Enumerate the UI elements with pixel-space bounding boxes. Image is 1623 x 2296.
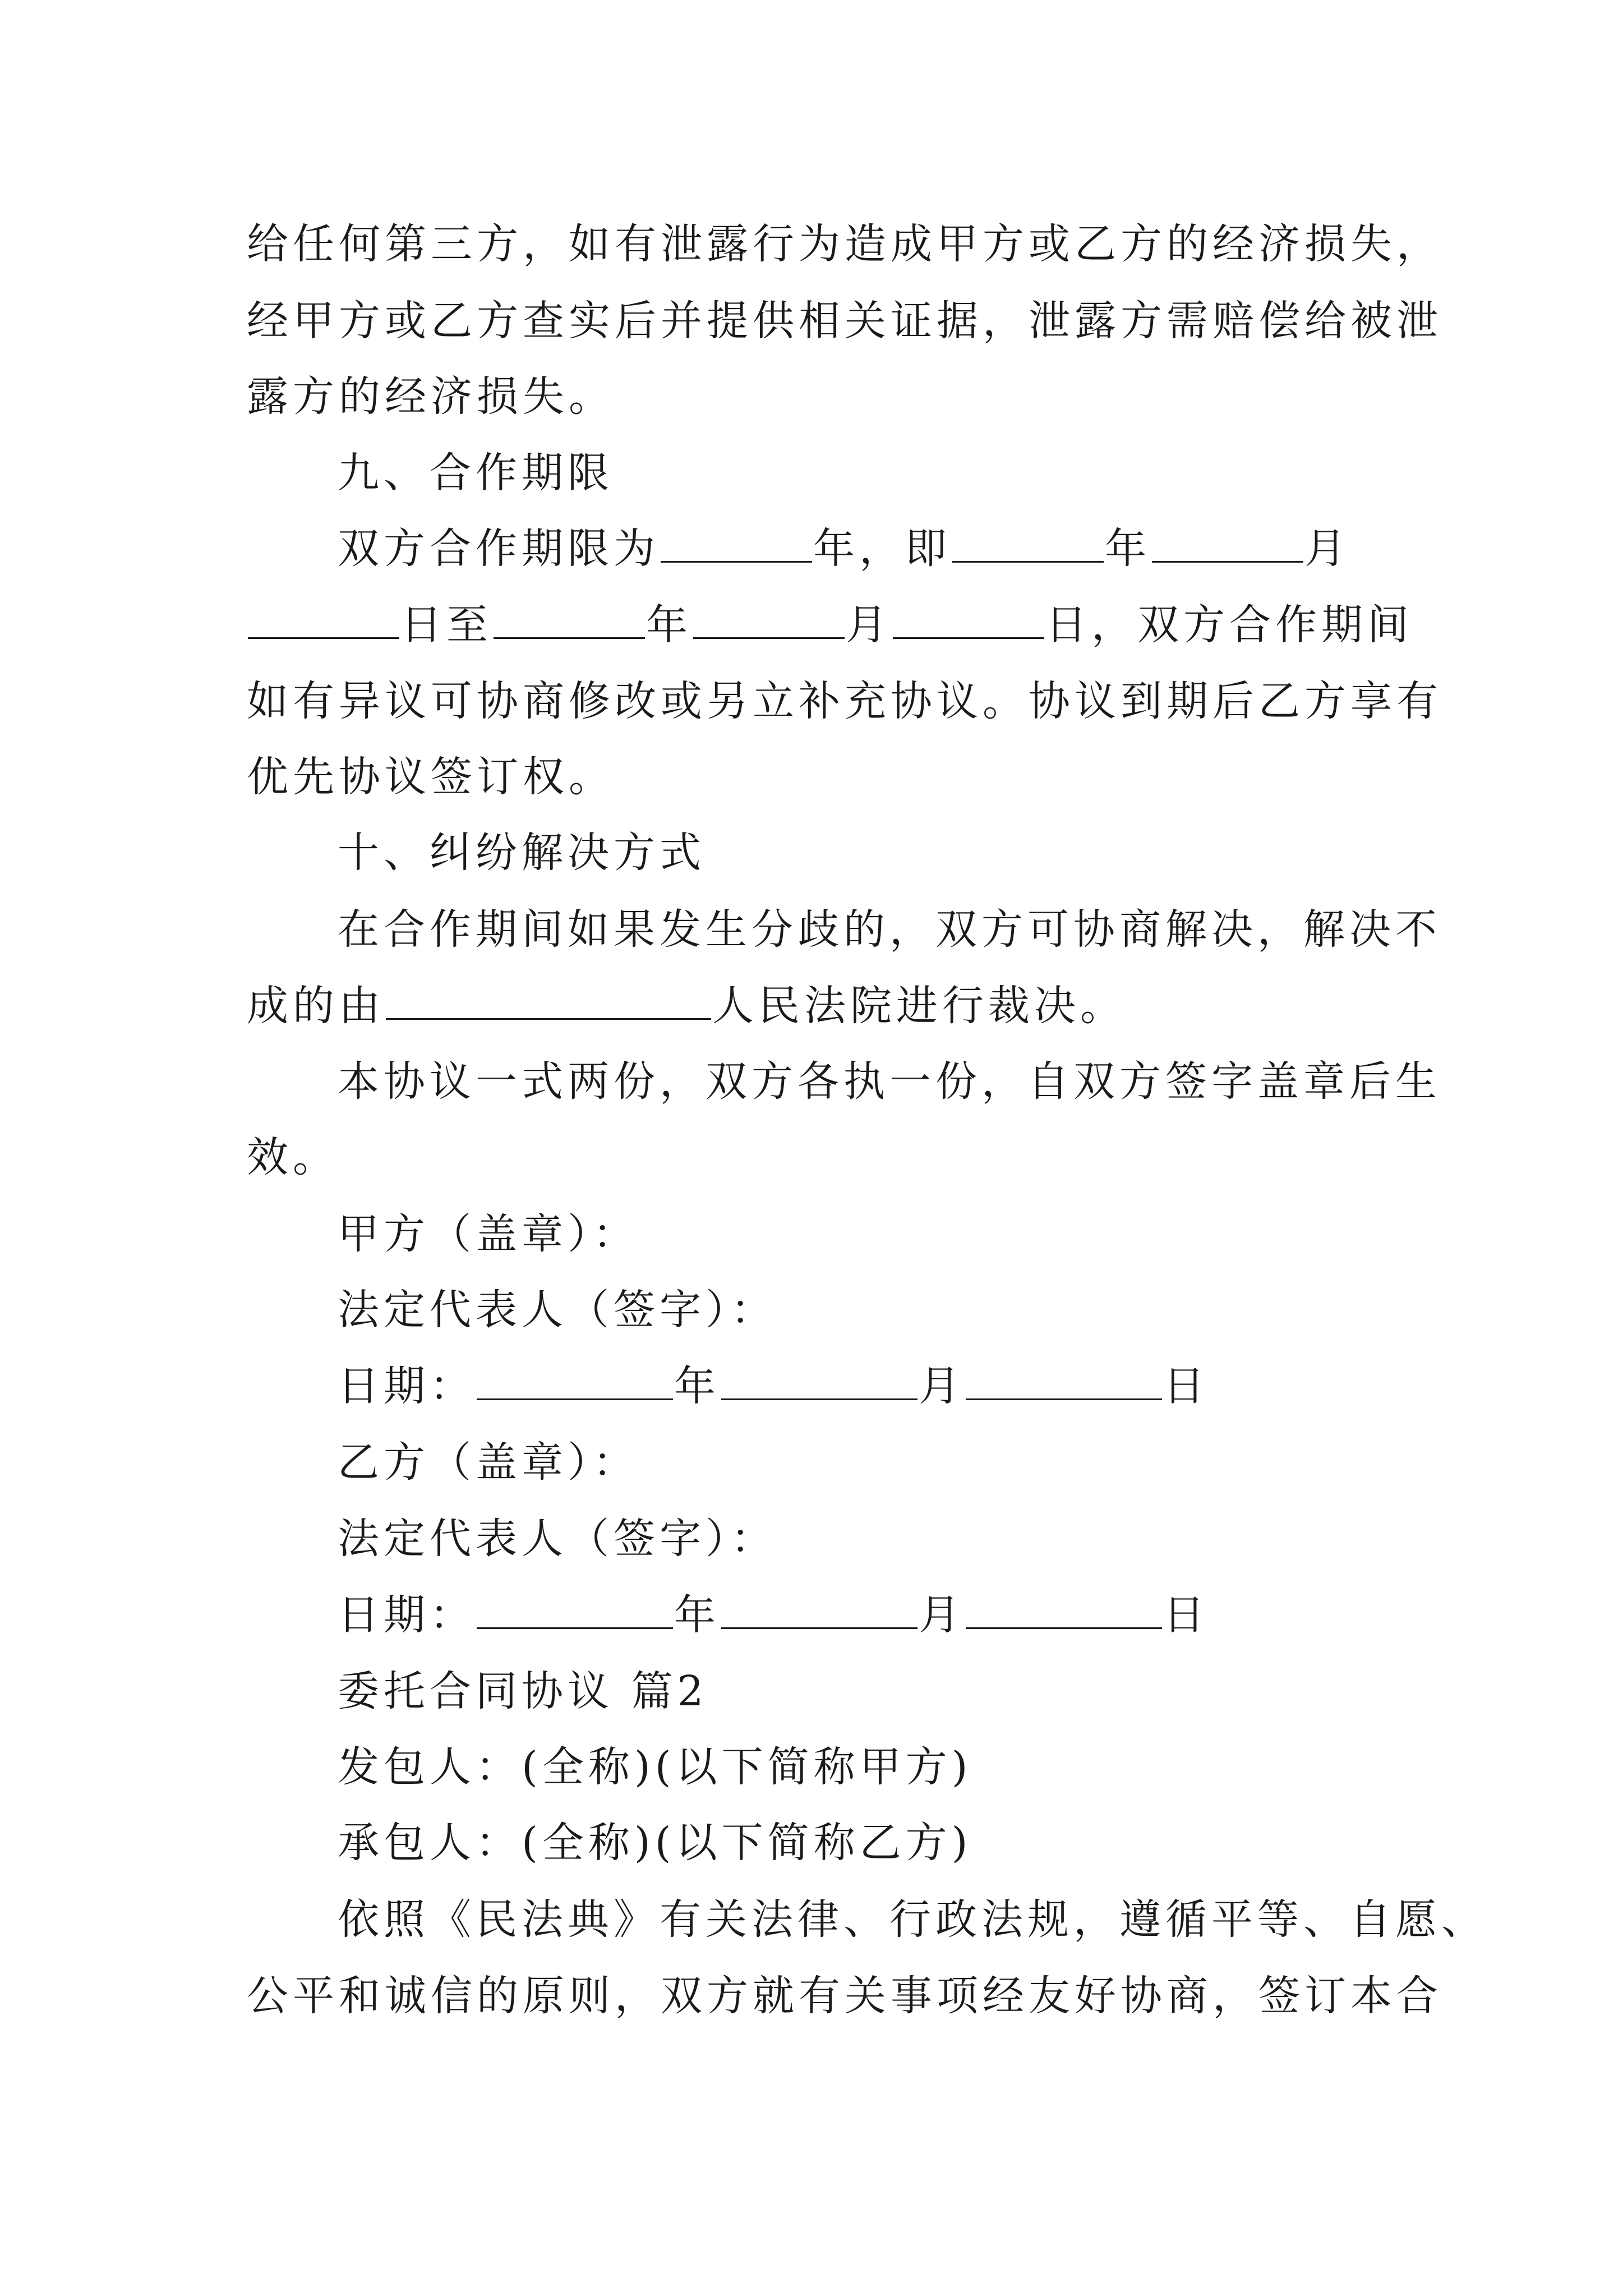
party-a-date (338, 1358, 1398, 1414)
fill-blank (721, 1587, 917, 1629)
text: 公平和诚信的原则，双方就有关事项经友好协商，签订本合 (247, 1972, 1442, 2020)
text: 依照《民法典》有关法律、行政法规，遵循平等、自愿、 (338, 1895, 1487, 1944)
text: 日期： (338, 1591, 476, 1639)
text: 日 (1163, 1591, 1209, 1639)
text: 年，即 (813, 524, 951, 573)
text: 九、合作期限 (338, 449, 614, 497)
text: 委托合同协议 篇2 (338, 1667, 708, 1715)
article-title-2 (338, 1663, 1398, 1719)
fill-blank (386, 978, 711, 1020)
paragraph-line (247, 293, 1442, 349)
text: 效。 (247, 1133, 339, 1181)
text: 乙方（盖章）： (338, 1438, 639, 1487)
text: 发包人：(全称)(以下简称甲方) (338, 1743, 972, 1791)
paragraph-line (247, 1968, 1442, 2024)
text: 日至 (400, 601, 492, 649)
text: 年 (674, 1591, 720, 1639)
text: 日，双方合作期间 (1045, 601, 1413, 649)
fill-blank (477, 1358, 673, 1400)
paragraph-line (338, 1053, 1441, 1110)
paragraph-line (247, 597, 1413, 653)
paragraph-line (247, 978, 1396, 1034)
text: 年 (674, 1362, 720, 1410)
fill-blank (693, 597, 845, 639)
paragraph-line (247, 673, 1442, 729)
paragraph-line (338, 901, 1441, 958)
text: 日 (1163, 1362, 1209, 1410)
text: 本协议一式两份，双方各执一份，自双方签字盖章后生 (338, 1057, 1441, 1106)
text: 人民法院进行裁决。 (712, 982, 1126, 1030)
text: 日期： (338, 1362, 476, 1410)
text: 年 (646, 601, 692, 649)
paragraph-line (247, 749, 1396, 805)
party-b-representative (338, 1511, 1398, 1567)
contractor-line (338, 1815, 1398, 1871)
fill-blank (966, 1587, 1162, 1629)
text: 月 (1304, 524, 1350, 573)
text: 成的由 (247, 982, 385, 1030)
paragraph-line (338, 521, 1398, 577)
fill-blank (494, 597, 645, 639)
fill-blank (661, 521, 812, 563)
text: 如有异议可协商修改或另立补充协议。协议到期后乙方享有 (247, 677, 1442, 725)
text: 月 (919, 1362, 965, 1410)
section-heading-10 (338, 825, 1398, 881)
text: 法定代表人（签字）： (338, 1515, 777, 1563)
text: 甲方（盖章）： (338, 1210, 639, 1258)
fill-blank (952, 521, 1104, 563)
party-b-seal (338, 1434, 1398, 1490)
paragraph-line (247, 216, 1442, 272)
section-heading-9 (338, 445, 1398, 501)
fill-blank (477, 1587, 673, 1629)
paragraph-line (338, 1892, 1487, 1948)
text: 双方合作期限为 (338, 524, 660, 573)
party-a-representative (338, 1282, 1398, 1338)
fill-blank (893, 597, 1044, 639)
text: 月 (919, 1591, 965, 1639)
paragraph-line (247, 1129, 1396, 1185)
fill-blank (248, 597, 399, 639)
party-b-date (338, 1587, 1398, 1643)
party-a-seal (338, 1206, 1398, 1262)
text: 露方的经济损失。 (247, 372, 615, 421)
text: 优先协议签订权。 (247, 753, 615, 801)
fill-blank (966, 1358, 1162, 1400)
text: 承包人：(全称)(以下简称乙方) (338, 1819, 972, 1867)
employer-line (338, 1739, 1398, 1795)
paragraph-line (247, 369, 1396, 425)
text: 给任何第三方，如有泄露行为造成甲方或乙方的经济损失， (247, 220, 1442, 268)
fill-blank (1152, 521, 1303, 563)
text: 在合作期间如果发生分歧的，双方可协商解决，解决不 (338, 905, 1441, 954)
text: 经甲方或乙方查实后并提供相关证据，泄露方需赔偿给被泄 (247, 297, 1442, 345)
text: 十、纠纷解决方式 (338, 829, 706, 877)
fill-blank (721, 1358, 917, 1400)
text: 年 (1105, 524, 1151, 573)
text: 法定代表人（签字）： (338, 1286, 777, 1334)
text: 月 (846, 601, 892, 649)
